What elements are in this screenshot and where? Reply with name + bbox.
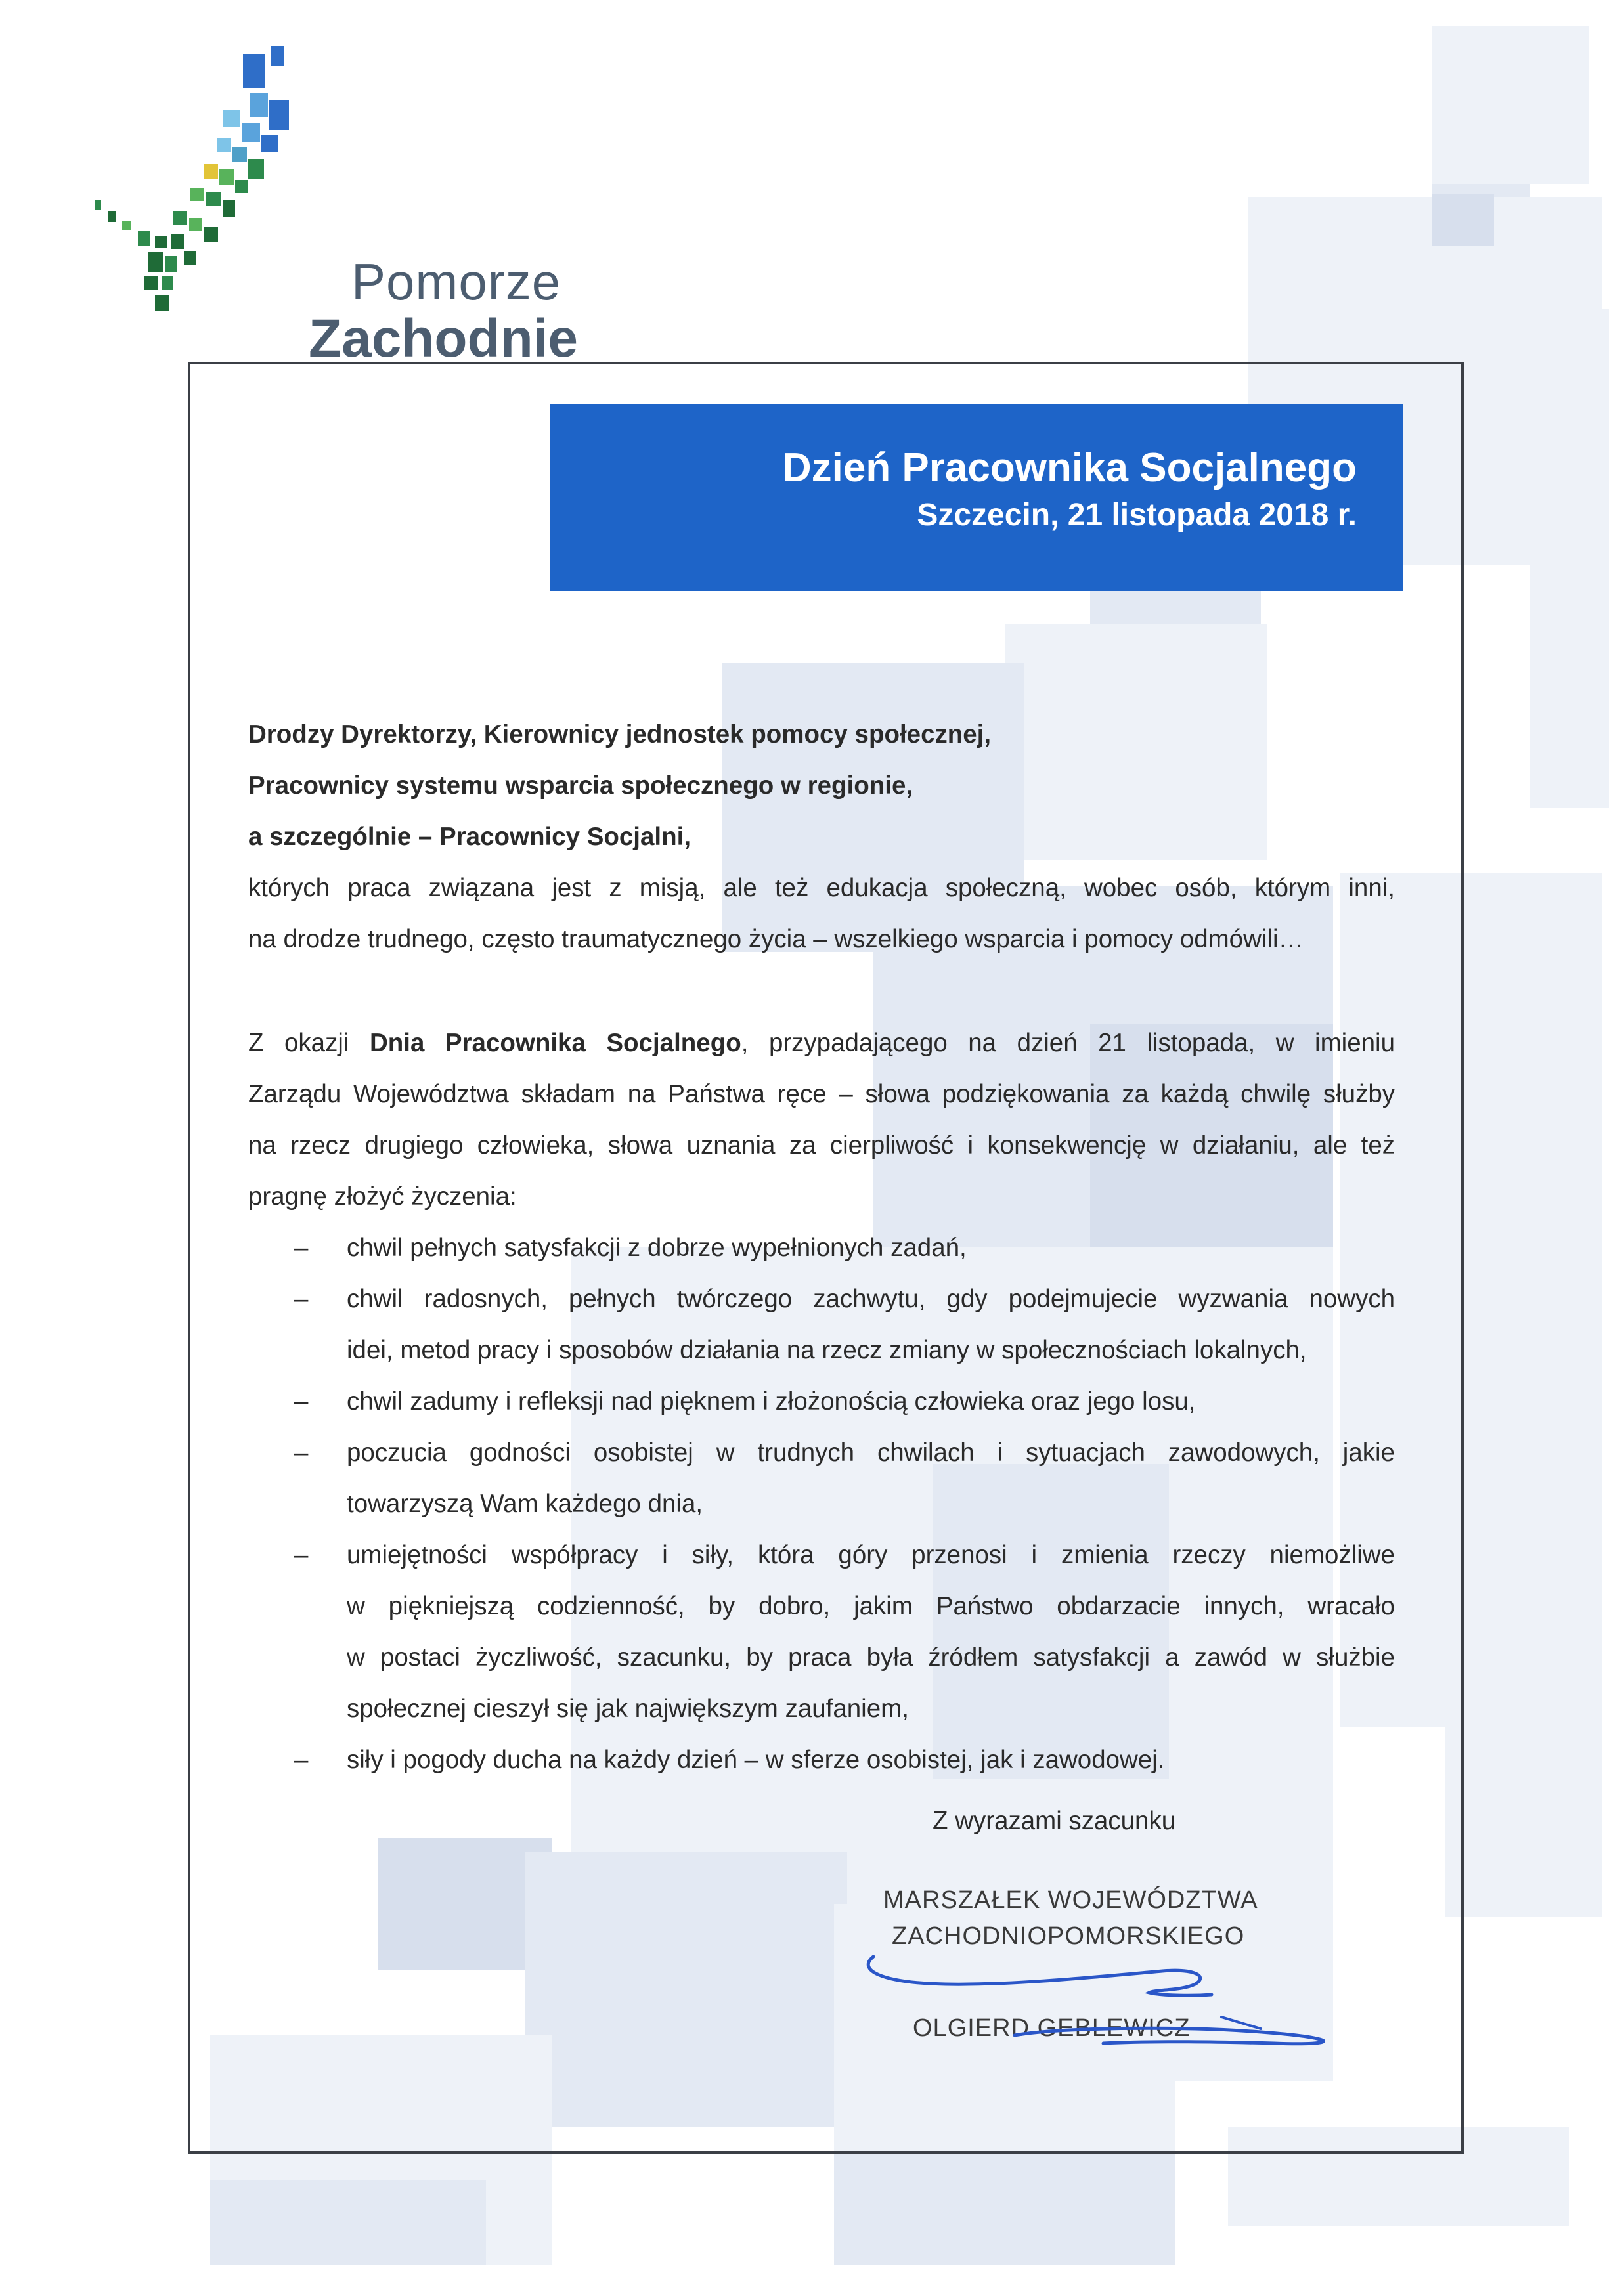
wish-item (248, 1735, 1395, 1786)
wish-line: społecznej cieszył się jak największym zaufaniem, (347, 1695, 909, 1723)
body-line-bold: Dnia Pracownika Socjalnego (369, 1029, 741, 1057)
salutation-line: Pracownicy systemu wsparcia społecznego w regionie, (248, 771, 913, 800)
heading-title: Dzień Pracownika Socjalnego (781, 445, 1357, 490)
wish-dash: – (294, 1439, 309, 1467)
wish-line: umiejętności współpracy i siły, która góry przenosi i zmienia rzeczy niemożliwe (347, 1541, 1395, 1569)
signatory-name: OLGIERD GEBLEWICZ (913, 2014, 1191, 2042)
body-line: Zarządu Województwa składam na Państwa ręce – słowa podziękowania za każdą chwilę służby (248, 1080, 1395, 1108)
body-line: na rzecz drugiego człowieka, słowa uznania za cierpliwość i konsekwencję w działaniu, ale też (248, 1131, 1395, 1159)
body-line (248, 1018, 1395, 1069)
wish-item (248, 1223, 1395, 1274)
wish-line: w postaci życzliwość, szacunku, by praca była źródłem satysfakcji a zawód w służbie (347, 1643, 1395, 1672)
letter-body (248, 709, 1395, 1786)
wish-line: w piękniejszą codzienność, by dobro, jakim Państwo obdarzacie innych, wracało (347, 1592, 1395, 1620)
wish-item (248, 1274, 1395, 1376)
body-line-suffix: , przypadającego na dzień 21 listopada, w imieniu (741, 1029, 1395, 1057)
signatory-title-line1: MARSZAŁEK WOJEWÓDZTWA (883, 1886, 1258, 1914)
pomorze-zachodnie-logo (92, 39, 579, 368)
wish-line: chwil pełnych satysfakcji z dobrze wypełnionych zadań, (347, 1234, 967, 1262)
intro-line: na drodze trudnego, często traumatycznego życia – wszelkiego wsparcia i pomocy odmówili… (248, 925, 1304, 953)
wish-dash: – (294, 1541, 309, 1569)
body-line: pragnę złożyć życzenia: (248, 1182, 517, 1211)
wish-dash: – (294, 1234, 309, 1262)
logo-text-pomorze: Pomorze (351, 253, 561, 311)
wish-dash: – (294, 1285, 309, 1313)
body-line-prefix: Z okazji (248, 1029, 370, 1057)
wish-item (248, 1376, 1395, 1427)
wish-line: chwil radosnych, pełnych twórczego zachwytu, gdy podejmujecie wyzwania nowych (347, 1285, 1395, 1313)
wish-dash: – (294, 1746, 309, 1774)
heading-subtitle: Szczecin, 21 listopada 2018 r. (917, 498, 1357, 533)
salutation-line: Drodzy Dyrektorzy, Kierownicy jednostek pomocy społecznej, (248, 720, 992, 748)
wish-line: chwil zadumy i refleksji nad pięknem i złożonością człowieka oraz jego losu, (347, 1387, 1196, 1416)
paragraph-gap (248, 965, 1395, 1018)
logo-text-zachodnie: Zachodnie (309, 309, 579, 368)
wish-dash: – (294, 1387, 309, 1416)
intro-line: których praca związana jest z misją, ale też edukacja społeczną, wobec osób, którym inni, (248, 874, 1395, 902)
signatory-title-line2: ZACHODNIOPOMORSKIEGO (892, 1922, 1245, 1950)
salutation-line: a szczególnie – Pracownicy Socjalni, (248, 823, 691, 851)
closing-phrase: Z wyrazami szacunku (933, 1807, 1176, 1835)
handwritten-signature (854, 1930, 1353, 2075)
wish-line: poczucia godności osobistej w trudnych chwilach i sytuacjach zawodowych, jakie (347, 1439, 1395, 1467)
wish-line: towarzyszą Wam każdego dnia, (347, 1490, 703, 1518)
wish-item (248, 1530, 1395, 1735)
wish-line: siły i pogody ducha na każdy dzień – w sferze osobistej, jak i zawodowej. (347, 1746, 1165, 1774)
wish-item (248, 1427, 1395, 1530)
wish-line: idei, metod pracy i sposobów działania na rzecz zmiany w społecznościach lokalnych, (347, 1336, 1307, 1364)
heading-banner (550, 404, 1403, 591)
